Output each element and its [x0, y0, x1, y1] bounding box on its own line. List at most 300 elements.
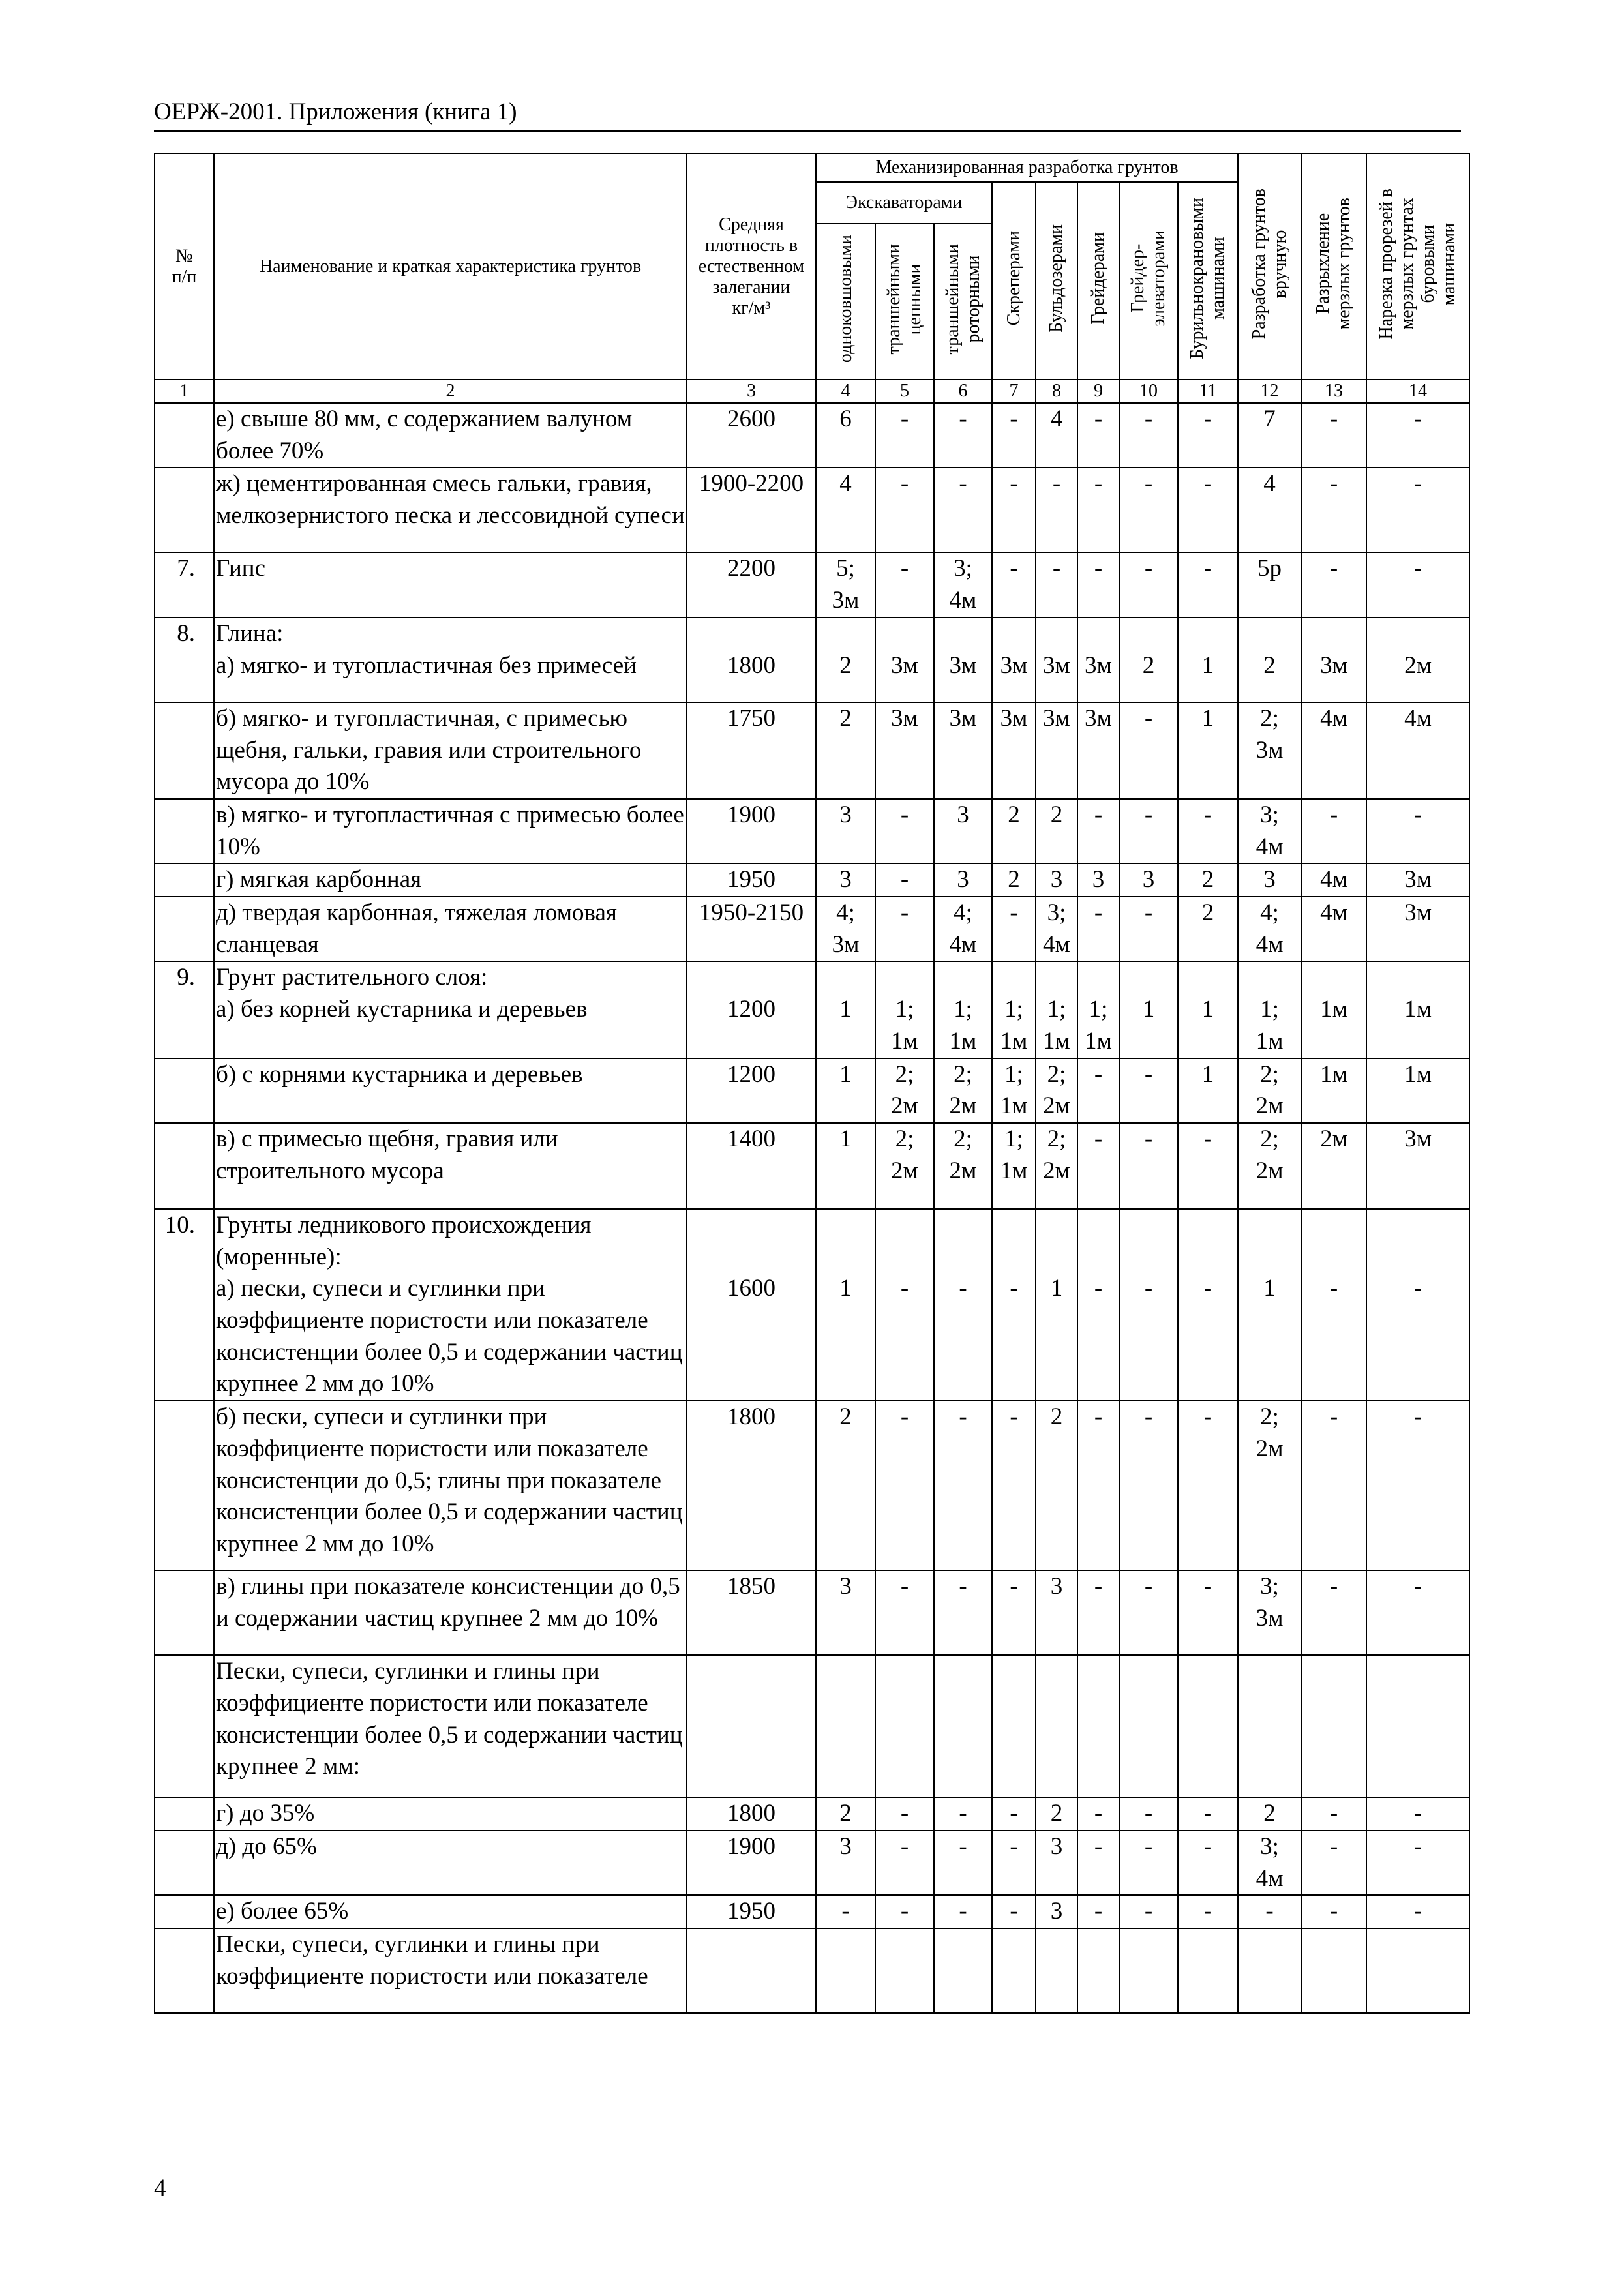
category-value: - — [934, 1401, 992, 1570]
col-number: 6 — [934, 380, 992, 403]
category-value: 2 — [1178, 863, 1238, 897]
table-row — [155, 552, 1469, 617]
table-row — [155, 1831, 1469, 1895]
category-value: 2 — [992, 863, 1036, 897]
soil-description: Грунт растительного слоя: а) без корней кустарника и деревьев — [214, 961, 687, 1058]
category-value: 4 — [1036, 403, 1077, 468]
col-header-name: Наименование и краткая характеристика грунтов — [214, 153, 687, 380]
category-value: 3 — [1036, 1831, 1077, 1895]
col-header-excavators: Экскаваторами — [816, 182, 992, 224]
category-value — [1077, 1655, 1119, 1797]
category-value: 1; 1м — [992, 1123, 1036, 1209]
category-value: 1 — [1178, 702, 1238, 799]
category-value: 7 — [1238, 403, 1301, 468]
density-value: 1600 — [687, 1209, 816, 1401]
category-value: - — [1301, 1209, 1366, 1401]
soil-description: г) мягкая карбонная — [214, 863, 687, 897]
category-value: - — [1366, 1570, 1469, 1655]
soil-description: в) с примесью щебня, гравия или строительного мусора — [214, 1123, 687, 1209]
category-value: - — [992, 1797, 1036, 1831]
density-value: 1900 — [687, 799, 816, 863]
table-row — [155, 1123, 1469, 1209]
category-value: - — [934, 1570, 992, 1655]
soil-table — [154, 153, 1470, 2014]
category-value: - — [875, 799, 934, 863]
category-value: 1 — [816, 1058, 875, 1123]
category-value: 3м — [1366, 1123, 1469, 1209]
table-row — [155, 702, 1469, 799]
category-value: 2 — [1238, 1797, 1301, 1831]
row-number — [155, 1831, 214, 1895]
table-row — [155, 863, 1469, 897]
category-value: 3м — [1036, 618, 1077, 702]
category-value: - — [992, 1895, 1036, 1928]
category-value: 3м — [1036, 702, 1077, 799]
soil-description: Грунты ледникового происхождения (моренные): а) пески, супеси и суглинки при коэффициенте пористости или показателе консистенции более 0,5 и содержании частиц крупнее 2 мм до 10% — [214, 1209, 687, 1401]
category-value: - — [1366, 1401, 1469, 1570]
category-value — [1036, 1928, 1077, 2013]
category-value: 2; 2м — [1036, 1058, 1077, 1123]
row-number: 9. — [155, 961, 214, 1058]
category-value: 1м — [1366, 961, 1469, 1058]
category-value — [992, 1928, 1036, 2013]
table-row — [155, 403, 1469, 468]
col-number: 12 — [1238, 380, 1301, 403]
category-value: 4; 3м — [816, 897, 875, 961]
category-value: - — [1077, 799, 1119, 863]
category-value: 3 — [934, 863, 992, 897]
category-value: - — [1301, 1831, 1366, 1895]
category-value: 3 — [1077, 863, 1119, 897]
category-value: 3; 4м — [1036, 897, 1077, 961]
category-value: - — [1366, 552, 1469, 617]
category-value: - — [1077, 1209, 1119, 1401]
density-value: 1900 — [687, 1831, 816, 1895]
col-number: 9 — [1077, 380, 1119, 403]
row-number — [155, 403, 214, 468]
category-value — [1077, 1928, 1119, 2013]
category-value: - — [1178, 1570, 1238, 1655]
category-value: 1; 1м — [992, 961, 1036, 1058]
category-value: 5; 3м — [816, 552, 875, 617]
category-value: 1 — [816, 1209, 875, 1401]
category-value: - — [1301, 552, 1366, 617]
category-value: 2; 2м — [1238, 1401, 1301, 1570]
category-value: - — [1178, 799, 1238, 863]
row-number — [155, 1058, 214, 1123]
category-value: 1 — [816, 961, 875, 1058]
category-value: 3 — [816, 1831, 875, 1895]
category-value: - — [1119, 1058, 1178, 1123]
category-value: - — [1301, 1895, 1366, 1928]
category-value: - — [1119, 468, 1178, 552]
header-rule — [154, 130, 1461, 132]
category-value: - — [1119, 552, 1178, 617]
density-value: 1950 — [687, 863, 816, 897]
table-row — [155, 1895, 1469, 1928]
category-value: 2; 2м — [875, 1123, 934, 1209]
category-value: - — [1301, 1570, 1366, 1655]
category-value: - — [1077, 1895, 1119, 1928]
category-value: - — [992, 897, 1036, 961]
density-value: 1950 — [687, 1895, 816, 1928]
table-row — [155, 1655, 1469, 1797]
soil-description: е) свыше 80 мм, с содержанием валуном более 70% — [214, 403, 687, 468]
category-value: 3 — [1238, 863, 1301, 897]
col-header-c12: Разработка грунтов вручную — [1238, 153, 1301, 380]
category-value: - — [1178, 1831, 1238, 1895]
density-value: 2600 — [687, 403, 816, 468]
category-value: 2 — [816, 1401, 875, 1570]
category-value: - — [1077, 403, 1119, 468]
category-value — [934, 1928, 992, 2013]
category-value: 6 — [816, 403, 875, 468]
category-value: 2 — [1119, 618, 1178, 702]
table-row — [155, 1058, 1469, 1123]
category-value: 4м — [1301, 863, 1366, 897]
category-value: 1 — [1178, 618, 1238, 702]
soil-description: Пески, супеси, суглинки и глины при коэффициенте пористости или показателе консистенции более 0,5 и содержании частиц крупнее 2 мм: — [214, 1655, 687, 1797]
category-value: 3; 4м — [1238, 799, 1301, 863]
table-row — [155, 468, 1469, 552]
density-value — [687, 1928, 816, 2013]
category-value: - — [875, 1209, 934, 1401]
category-value — [1366, 1655, 1469, 1797]
category-value: - — [875, 1831, 934, 1895]
density-value — [687, 1655, 816, 1797]
category-value: 5р — [1238, 552, 1301, 617]
category-value: - — [992, 1570, 1036, 1655]
category-value: 4 — [1238, 468, 1301, 552]
category-value: - — [1301, 403, 1366, 468]
category-value: 2; 2м — [1036, 1123, 1077, 1209]
category-value: - — [1036, 552, 1077, 617]
category-value: 3 — [1036, 1570, 1077, 1655]
category-value — [1119, 1928, 1178, 2013]
density-value: 1900-2200 — [687, 468, 816, 552]
category-value: - — [1119, 1797, 1178, 1831]
category-value: - — [934, 1797, 992, 1831]
density-value: 1750 — [687, 702, 816, 799]
category-value: - — [875, 403, 934, 468]
category-value: - — [1178, 1401, 1238, 1570]
soil-description: б) пески, супеси и суглинки при коэффициенте пористости или показателе консистенции до 0,5; глины при показателе консистенции более 0,5 и содержании частиц крупнее 2 мм до 10% — [214, 1401, 687, 1570]
col-number: 13 — [1301, 380, 1366, 403]
row-number — [155, 863, 214, 897]
category-value: 2; 2м — [934, 1123, 992, 1209]
row-number — [155, 1895, 214, 1928]
category-value: - — [875, 468, 934, 552]
category-value: - — [875, 552, 934, 617]
category-value: 1; 1м — [1238, 961, 1301, 1058]
category-value: 3 — [1036, 863, 1077, 897]
col-number: 4 — [816, 380, 875, 403]
category-value: - — [816, 1895, 875, 1928]
category-value: - — [1077, 1797, 1119, 1831]
category-value: 4м — [1366, 702, 1469, 799]
category-value — [1036, 1655, 1077, 1797]
col-header-c7: Скреперами — [992, 182, 1036, 380]
col-number: 3 — [687, 380, 816, 403]
col-number: 11 — [1178, 380, 1238, 403]
category-value: - — [1036, 468, 1077, 552]
category-value — [1238, 1655, 1301, 1797]
col-number: 14 — [1366, 380, 1469, 403]
category-value: - — [1178, 1209, 1238, 1401]
category-value: 1; 1м — [875, 961, 934, 1058]
category-value: - — [1301, 799, 1366, 863]
col-header-c8: Бульдозерами — [1036, 182, 1077, 380]
density-value: 1200 — [687, 1058, 816, 1123]
table-row — [155, 1797, 1469, 1831]
category-value: - — [1119, 403, 1178, 468]
category-value: 2; 2м — [1238, 1058, 1301, 1123]
category-value: 4 — [816, 468, 875, 552]
category-value: 3м — [1077, 702, 1119, 799]
category-value: - — [875, 897, 934, 961]
category-value: - — [875, 863, 934, 897]
category-value: 3 — [1036, 1895, 1077, 1928]
col-number: 2 — [214, 380, 687, 403]
col-header-c13: Разрыхление мерзлых грунтов — [1301, 153, 1366, 380]
category-value: - — [1077, 468, 1119, 552]
category-value: 3м — [875, 702, 934, 799]
category-value: - — [1178, 552, 1238, 617]
category-value — [1301, 1928, 1366, 2013]
category-value: 3 — [816, 863, 875, 897]
category-value: - — [875, 1570, 934, 1655]
category-value: 2 — [816, 702, 875, 799]
category-value: - — [1119, 702, 1178, 799]
category-value: - — [1178, 1797, 1238, 1831]
category-value: - — [1366, 1831, 1469, 1895]
row-number: 8. — [155, 618, 214, 702]
category-value: 4; 4м — [1238, 897, 1301, 961]
category-value: 3 — [1119, 863, 1178, 897]
category-value: 3м — [934, 618, 992, 702]
col-header-no: № п/п — [155, 153, 214, 380]
col-header-c9: Грейдерами — [1077, 182, 1119, 380]
category-value: 3м — [934, 702, 992, 799]
category-value: - — [1119, 1123, 1178, 1209]
category-value: - — [1077, 897, 1119, 961]
category-value: 1; 1м — [1036, 961, 1077, 1058]
category-value: 3м — [992, 618, 1036, 702]
page-number: 4 — [154, 2175, 166, 2202]
soil-description: г) до 35% — [214, 1797, 687, 1831]
row-number — [155, 1123, 214, 1209]
soil-description: Гипс — [214, 552, 687, 617]
category-value: - — [1119, 799, 1178, 863]
density-value: 1800 — [687, 1401, 816, 1570]
col-header-c6: траншейными роторными — [934, 224, 992, 380]
category-value: - — [1238, 1895, 1301, 1928]
category-value: - — [934, 403, 992, 468]
category-value: - — [1366, 1209, 1469, 1401]
soil-description: ж) цементированная смесь гальки, гравия, мелкозернистого песка и лессовидной супеси — [214, 468, 687, 552]
row-number — [155, 1401, 214, 1570]
category-value: 3; 4м — [1238, 1831, 1301, 1895]
category-value: 4м — [1301, 702, 1366, 799]
row-number — [155, 1797, 214, 1831]
col-number: 8 — [1036, 380, 1077, 403]
category-value: - — [1178, 1895, 1238, 1928]
soil-description: б) с корнями кустарника и деревьев — [214, 1058, 687, 1123]
category-value: - — [992, 403, 1036, 468]
soil-description: Пески, супеси, суглинки и глины при коэффициенте пористости или показателе — [214, 1928, 687, 2013]
category-value: 2м — [1366, 618, 1469, 702]
soil-description: д) твердая карбонная, тяжелая ломовая сланцевая — [214, 897, 687, 961]
row-number — [155, 1570, 214, 1655]
category-value: 1 — [1238, 1209, 1301, 1401]
category-value — [1238, 1928, 1301, 2013]
category-value: - — [1366, 1895, 1469, 1928]
col-number: 10 — [1119, 380, 1178, 403]
category-value: 2 — [1178, 897, 1238, 961]
category-value — [934, 1655, 992, 1797]
category-value — [875, 1928, 934, 2013]
category-value — [1119, 1655, 1178, 1797]
table-row — [155, 961, 1469, 1058]
category-value: - — [1119, 1570, 1178, 1655]
category-value: - — [1077, 552, 1119, 617]
row-number — [155, 799, 214, 863]
table-row — [155, 897, 1469, 961]
category-value: - — [992, 1401, 1036, 1570]
table-row — [155, 1570, 1469, 1655]
soil-description: Глина: а) мягко- и тугопластичная без примесей — [214, 618, 687, 702]
category-value: 2 — [1036, 799, 1077, 863]
category-value: 3 — [816, 799, 875, 863]
row-number: 7. — [155, 552, 214, 617]
category-value: 2 — [1036, 1401, 1077, 1570]
category-value: 1м — [1366, 1058, 1469, 1123]
row-number — [155, 1655, 214, 1797]
category-value: - — [1077, 1123, 1119, 1209]
soil-description: д) до 65% — [214, 1831, 687, 1895]
category-value: 2; 2м — [1238, 1123, 1301, 1209]
category-value: - — [1077, 1401, 1119, 1570]
category-value — [875, 1655, 934, 1797]
row-number — [155, 897, 214, 961]
category-value: 1м — [1301, 961, 1366, 1058]
row-number — [155, 702, 214, 799]
soil-description: в) мягко- и тугопластичная с примесью более 10% — [214, 799, 687, 863]
category-value: 2; 2м — [934, 1058, 992, 1123]
soil-description: е) более 65% — [214, 1895, 687, 1928]
category-value: - — [1366, 1797, 1469, 1831]
category-value: - — [1301, 468, 1366, 552]
category-value: - — [1301, 1401, 1366, 1570]
row-number — [155, 1928, 214, 2013]
category-value: 1; 1м — [934, 961, 992, 1058]
category-value: - — [1178, 468, 1238, 552]
category-value — [992, 1655, 1036, 1797]
category-value: 3м — [1077, 618, 1119, 702]
category-value: 3м — [992, 702, 1036, 799]
col-number: 5 — [875, 380, 934, 403]
col-number: 7 — [992, 380, 1036, 403]
category-value: 3м — [1366, 863, 1469, 897]
category-value: - — [1366, 799, 1469, 863]
category-value: - — [875, 1797, 934, 1831]
category-value: 3; 4м — [934, 552, 992, 617]
category-value: - — [992, 552, 1036, 617]
table-row — [155, 1209, 1469, 1401]
category-value: 1 — [1178, 961, 1238, 1058]
category-value: - — [1119, 1209, 1178, 1401]
category-value: - — [1178, 1123, 1238, 1209]
density-value: 2200 — [687, 552, 816, 617]
category-value: - — [1119, 1895, 1178, 1928]
category-value: - — [1119, 1831, 1178, 1895]
category-value: - — [1178, 403, 1238, 468]
category-value — [1301, 1655, 1366, 1797]
category-value: 3м — [1366, 897, 1469, 961]
category-value: - — [875, 1895, 934, 1928]
category-value — [1178, 1655, 1238, 1797]
category-value: 1 — [816, 1123, 875, 1209]
table-row — [155, 1928, 1469, 2013]
category-value: 1; 1м — [1077, 961, 1119, 1058]
category-value: 2; 2м — [875, 1058, 934, 1123]
category-value: - — [1366, 468, 1469, 552]
col-header-c14: Нарезка прорезей в мерзлых грунтах буровыми машинами — [1366, 153, 1469, 380]
category-value: - — [934, 468, 992, 552]
category-value: 2 — [816, 1797, 875, 1831]
category-value: 3 — [934, 799, 992, 863]
category-value: - — [1077, 1831, 1119, 1895]
col-header-c11: Бурильнокрановыми машинами — [1178, 182, 1238, 380]
table-row — [155, 799, 1469, 863]
category-value: - — [1077, 1058, 1119, 1123]
density-value: 1800 — [687, 618, 816, 702]
row-number: 10. — [155, 1209, 214, 1401]
category-value: 3м — [875, 618, 934, 702]
category-value: - — [875, 1401, 934, 1570]
category-value: 2 — [816, 618, 875, 702]
density-value: 1850 — [687, 1570, 816, 1655]
category-value: - — [934, 1895, 992, 1928]
row-number — [155, 468, 214, 552]
category-value: 2 — [1238, 618, 1301, 702]
category-value: - — [1077, 1570, 1119, 1655]
density-value: 1200 — [687, 961, 816, 1058]
category-value: 2; 3м — [1238, 702, 1301, 799]
category-value: 1 — [1119, 961, 1178, 1058]
category-value: 1 — [1036, 1209, 1077, 1401]
table-row — [155, 1401, 1469, 1570]
density-value: 1400 — [687, 1123, 816, 1209]
category-value: 3 — [816, 1570, 875, 1655]
category-value — [1366, 1928, 1469, 2013]
category-value: 1м — [1301, 1058, 1366, 1123]
page-header-title: ОЕРЖ-2001. Приложения (книга 1) — [154, 98, 517, 125]
category-value: - — [934, 1209, 992, 1401]
category-value: 2 — [992, 799, 1036, 863]
category-value: 4м — [1301, 897, 1366, 961]
category-value: 4; 4м — [934, 897, 992, 961]
category-value: - — [1301, 1797, 1366, 1831]
density-value: 1950-2150 — [687, 897, 816, 961]
soil-description: в) глины при показателе консистенции до 0,5 и содержании частиц крупнее 2 мм до 10% — [214, 1570, 687, 1655]
col-header-c5: траншейными цепными — [875, 224, 934, 380]
table-row — [155, 618, 1469, 702]
category-value — [816, 1655, 875, 1797]
category-value: 2 — [1036, 1797, 1077, 1831]
category-value — [816, 1928, 875, 2013]
category-value: 1 — [1178, 1058, 1238, 1123]
